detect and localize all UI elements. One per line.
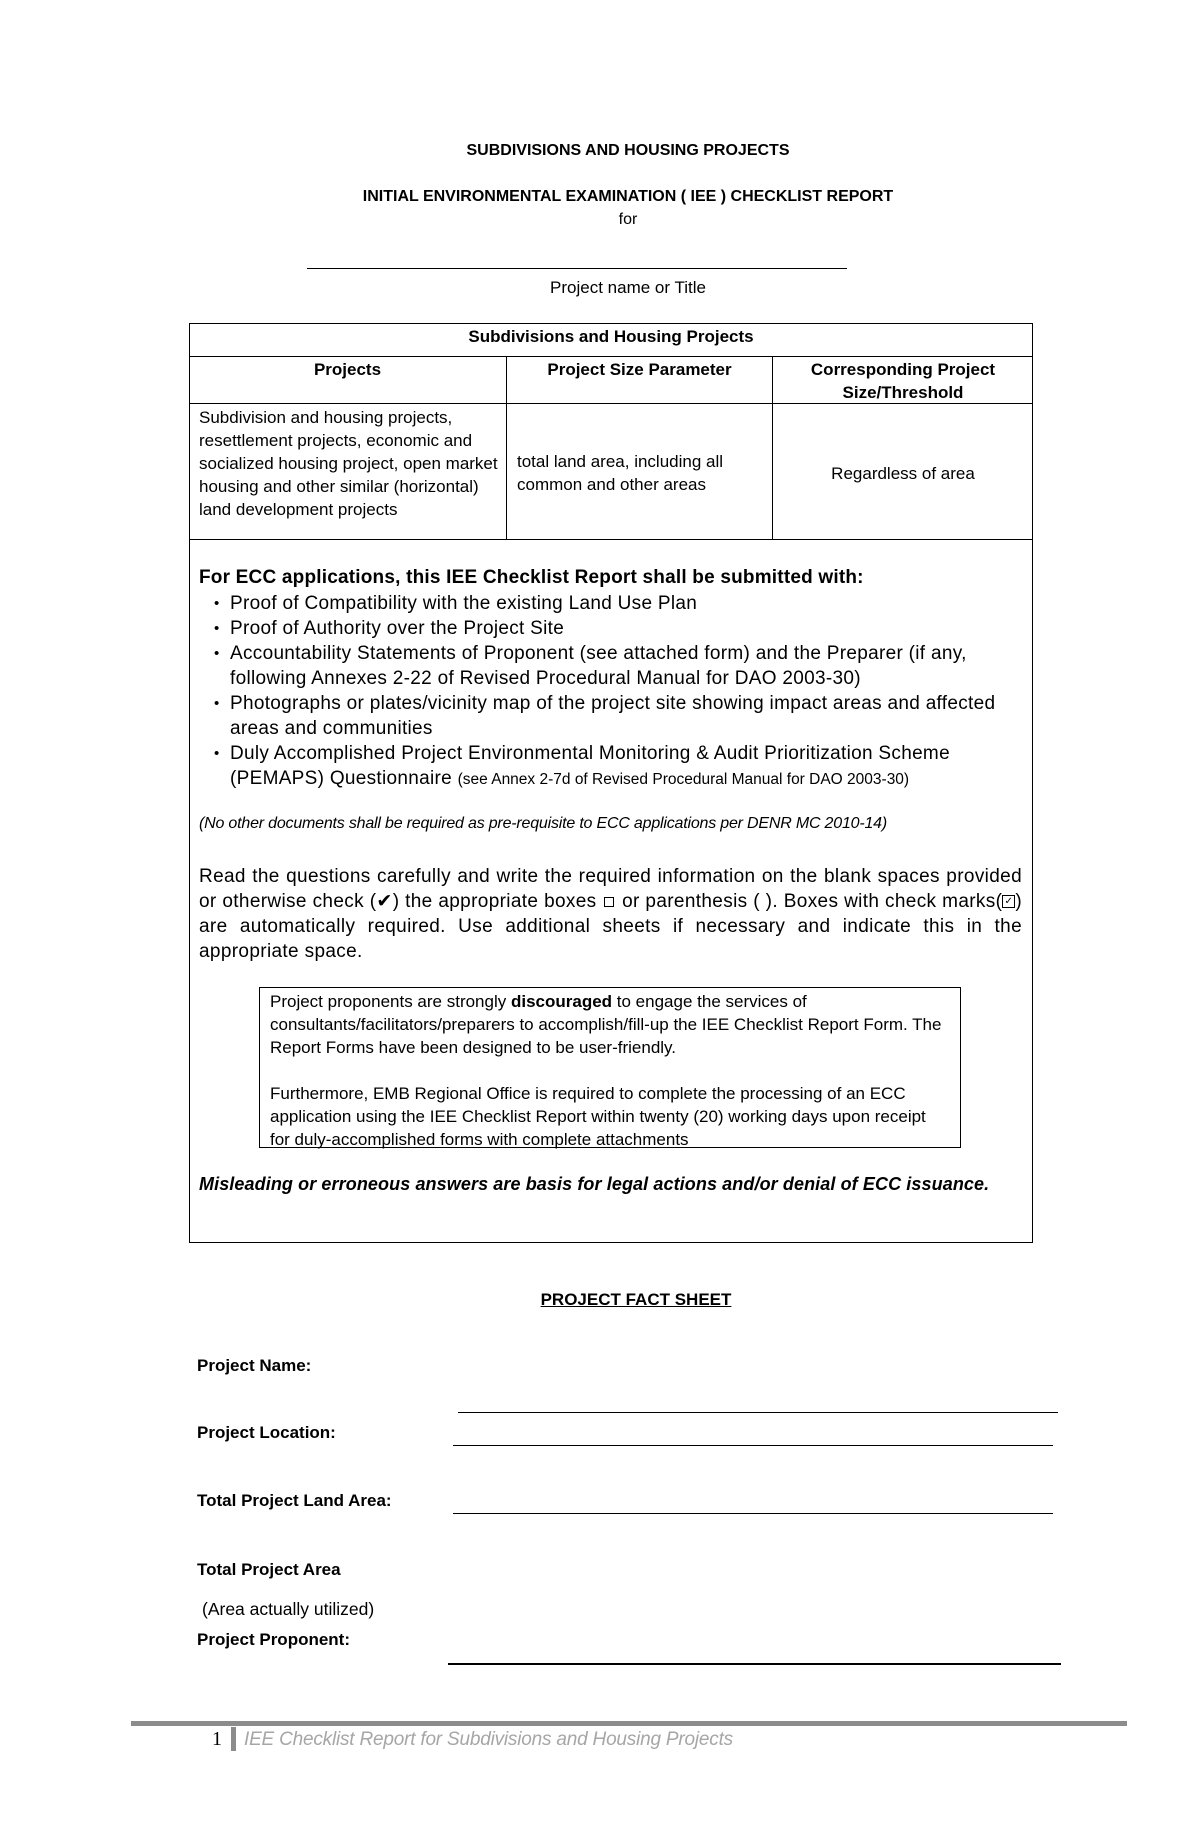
emphasis-text: discouraged (510, 992, 613, 1011)
footer-text: IEE Checklist Report for Subdivisions and Housing Projects (244, 1729, 733, 1750)
notice-paragraph: Project proponents are strongly discouraged to engage the services of consultants/facilitators/preparers to accomplish/fill-up the IEE Checklist Report Form. The Report Forms have been designed to be user-friendly. (270, 992, 942, 1057)
list-item: • Photographs or plates/vicinity map of the project site showing impact areas and affected areas and communities (214, 691, 1024, 741)
requirements-list (214, 591, 1024, 792)
project-name-blank-line[interactable] (307, 268, 847, 269)
page-number: 1 (212, 1728, 222, 1750)
item-reference-note: (see Annex 2-7d of Revised Procedural Manual for DAO 2003-30) (457, 771, 910, 788)
land-area-field[interactable] (453, 1513, 1053, 1514)
project-area-label: Total Project Area (197, 1560, 341, 1579)
footer-separator (231, 1727, 236, 1751)
project-name-label: Project Name: (197, 1356, 312, 1375)
table-divider (189, 356, 1033, 357)
ecc-requirements-heading: For ECC applications, this IEE Checklist Report shall be submitted with: (199, 567, 864, 588)
project-location-field[interactable] (453, 1445, 1053, 1446)
document-title: SUBDIVISIONS AND HOUSING PROJECTS (466, 142, 790, 159)
cell-threshold: Regardless of area (831, 464, 975, 483)
column-header-size-parameter: Project Size Parameter (547, 360, 732, 379)
project-proponent-field[interactable] (448, 1663, 1061, 1665)
checked-box-icon: ✓ (1002, 895, 1015, 908)
list-item: • Proof of Compatibility with the existing Land Use Plan (214, 591, 1024, 616)
project-name-caption: Project name or Title (550, 278, 706, 297)
document-subtitle: INITIAL ENVIRONMENTAL EXAMINATION ( IEE ) CHECKLIST REPORT (362, 188, 894, 205)
notice-box (259, 987, 961, 1148)
fact-sheet-title: PROJECT FACT SHEET (540, 1290, 732, 1309)
project-location-label: Project Location: (197, 1423, 336, 1442)
land-area-label: Total Project Land Area: (197, 1491, 392, 1510)
instructions-paragraph: Read the questions carefully and write the required information on the blank spaces provided or otherwise check (✔) the appropriate boxes or parenthesis ( ). Boxes with check marks( ✓ ) are automatically required. Use additional sheets if necessary and indicate this in the appropriate space. (199, 866, 1022, 962)
warning-statement: Misleading or erroneous answers are basis for legal actions and/or denial of ECC issuance. (199, 1174, 990, 1194)
project-area-note: (Area actually utilized) (202, 1599, 375, 1619)
check-mark-icon: ✔ (376, 891, 393, 912)
list-item: • Duly Accomplished Project Environmental Monitoring & Audit Prioritization Scheme (PEMAPS) Questionnaire (see Annex 2-7d of Revised Procedural Manual for DAO 2003-30) (214, 741, 1024, 792)
cell-size-parameter: total land area, including all common and other areas (517, 452, 724, 494)
table-header: Subdivisions and Housing Projects (468, 327, 754, 346)
requirements-note: (No other documents shall be required as pre-requisite to ECC applications per DENR MC 2010-14) (199, 815, 888, 832)
project-proponent-label: Project Proponent: (197, 1630, 351, 1649)
checkbox-icon (604, 897, 614, 907)
table-column-divider (506, 356, 507, 540)
footer-rule (131, 1721, 1127, 1726)
project-name-field[interactable] (458, 1412, 1058, 1413)
for-label: for (618, 211, 638, 228)
list-item: • Proof of Authority over the Project Site (214, 616, 1024, 641)
list-item: • Accountability Statements of Proponent (see attached form) and the Preparer (if any, following Annexes 2-22 of Revised Procedural Manual for DAO 2003-30) (214, 641, 1024, 691)
column-header-projects: Projects (313, 360, 382, 379)
notice-paragraph: Furthermore, EMB Regional Office is required to complete the processing of an ECC application using the IEE Checklist Report within twenty (20) working days upon receipt for duly-accomplished forms with complete attachments (270, 1084, 926, 1149)
table-divider (189, 539, 1033, 540)
cell-projects: Subdivision and housing projects, resettlement projects, economic and socialized housing project, open market housing and other similar (horizontal) land development projects (199, 408, 498, 519)
column-header-threshold: Corresponding Project Size/Threshold (810, 360, 996, 402)
